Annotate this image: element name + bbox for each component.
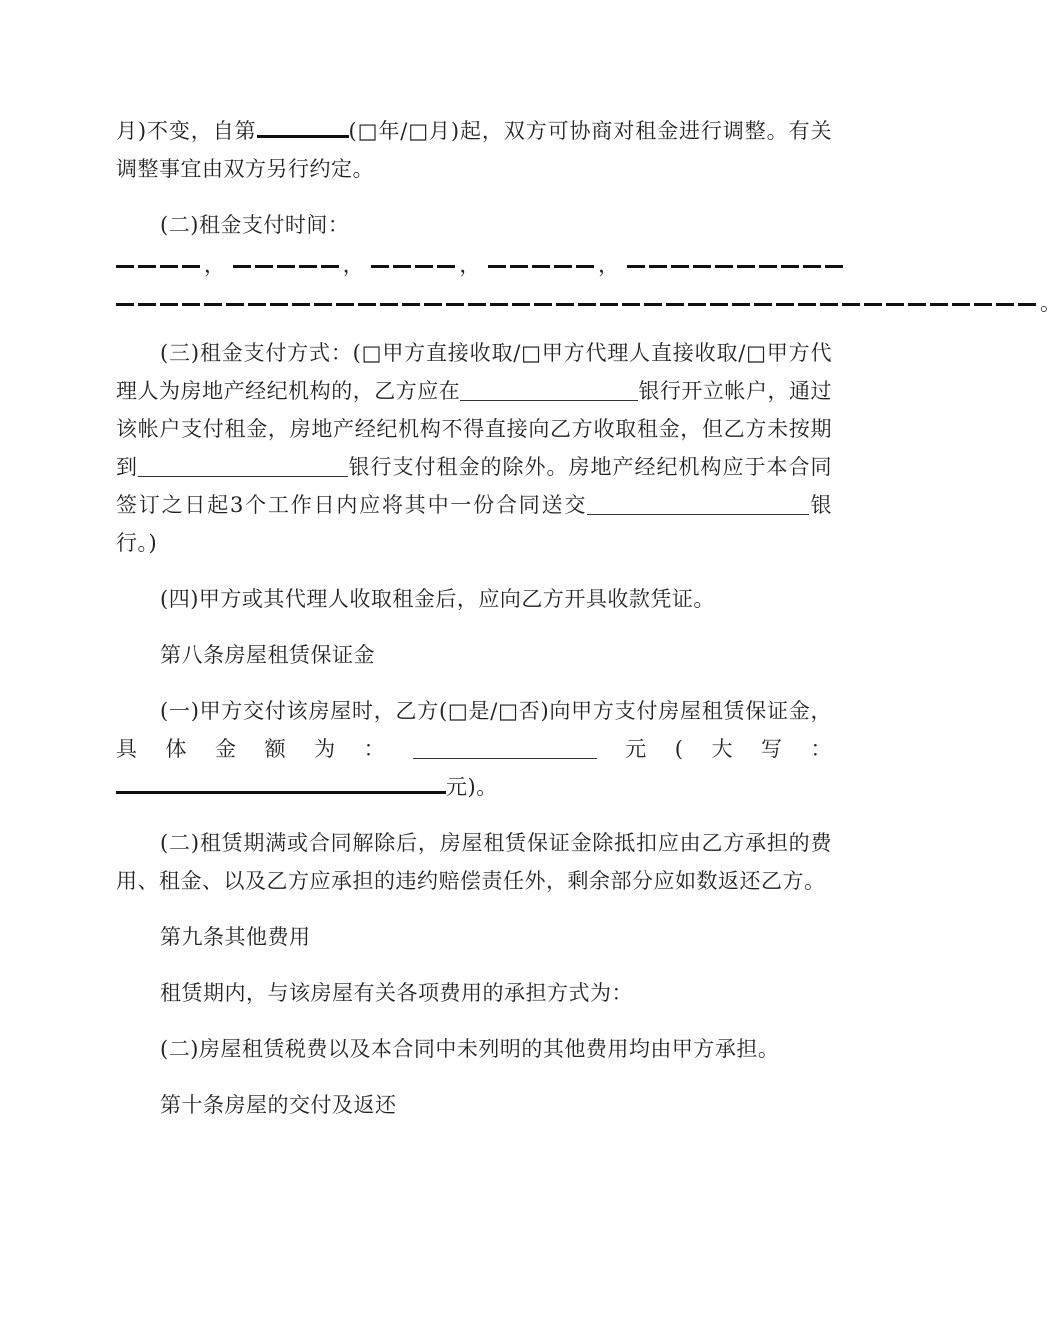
text: 银行开立帐户，通过该帐户支付租金，房地产经纪机构不得直接向乙方收取租金，但乙方未按期到 — [116, 379, 833, 479]
text: 月)不变，自第 — [116, 119, 257, 143]
paragraph-payment-time: (二)租金支付时间： — [160, 213, 350, 237]
paragraph-payment-method — [116, 334, 832, 562]
blank-line-row-2 — [116, 284, 1062, 322]
period: 。 — [1040, 291, 1062, 315]
text: 银行。) — [116, 493, 833, 555]
paragraph-taxes: (二)房屋租赁税费以及本合同中未列明的其他费用均由甲方承担。 — [160, 1037, 780, 1061]
comma: ， — [342, 253, 365, 277]
text: 元)。 — [446, 775, 498, 799]
blank-line-row-1 — [116, 246, 832, 284]
comma: ， — [598, 253, 620, 277]
text: (三)租金支付方式：(□甲方直接收取/□甲方代理人直接收取/□甲方代理人为房地产经纪机构的，乙方应在 — [116, 341, 832, 403]
text: (□年/□月)起，双方可协商对租金进行调整。有关调整事宜由双方另行约定。 — [116, 119, 832, 181]
paragraph-deposit — [116, 692, 832, 806]
blank-line — [257, 120, 349, 138]
paragraph-rent-adjustment — [116, 112, 832, 188]
blank-line — [460, 379, 638, 401]
heading-article-8: 第八条房屋租赁保证金 — [160, 643, 375, 667]
heading-article-9: 第九条其他费用 — [160, 925, 311, 949]
text: 元(大写： — [597, 737, 832, 761]
paragraph-receipt: (四)甲方或其代理人收取租金后，应向乙方开具收款凭证。 — [160, 587, 715, 611]
comma: ， — [459, 253, 481, 277]
paragraph-deposit-return: (二)租赁期满或合同解除后，房屋租赁保证金除抵扣应由乙方承担的费用、租金、以及乙方应承担的违约赔偿责任外，剩余部分应如数返还乙方。 — [116, 831, 832, 893]
payment-time-blanks — [116, 246, 1062, 322]
blank-line — [587, 493, 809, 515]
comma: ， — [204, 253, 226, 277]
document-page — [116, 112, 1062, 1142]
blank-line — [413, 737, 597, 759]
blank-line — [138, 455, 348, 477]
text: (一)甲方交付该房屋时，乙方(□是/□否)向甲方支付房屋租赁保证金，具体金额为： — [116, 699, 832, 761]
blank-line — [116, 776, 446, 794]
paragraph-fees: 租赁期内，与该房屋有关各项费用的承担方式为： — [160, 981, 633, 1005]
heading-article-10: 第十条房屋的交付及返还 — [160, 1093, 397, 1117]
text: 银行支付租金的除外。房地产经纪机构应于本合同签订之日起3个工作日内应将其中一份合同送交 — [116, 455, 832, 517]
